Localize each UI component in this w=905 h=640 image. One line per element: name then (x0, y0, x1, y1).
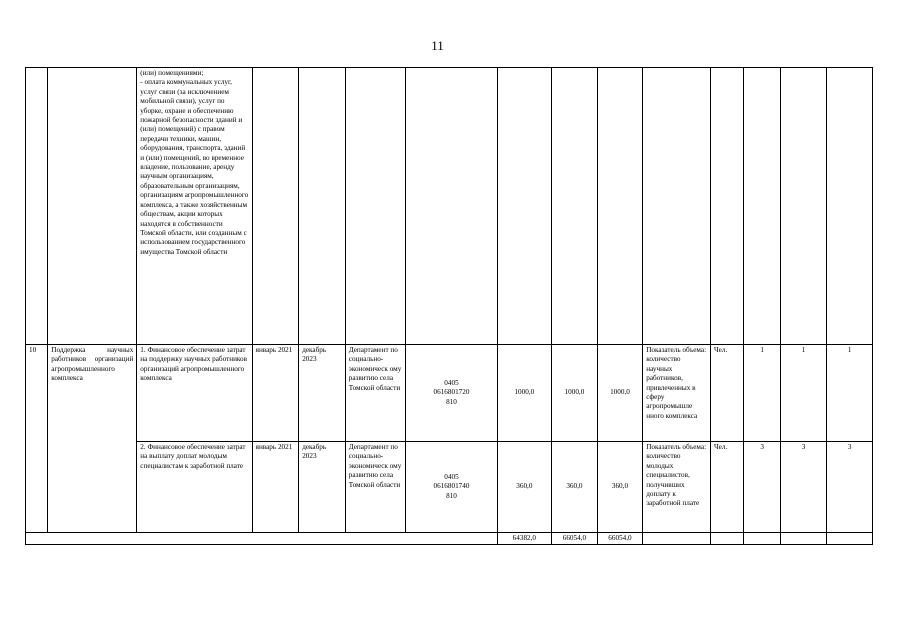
cell-indicator (643, 68, 711, 345)
start-date-1: январь 2021 (252, 345, 299, 442)
unit-1: Чел. (711, 345, 744, 442)
row-number: 10 (26, 345, 48, 533)
cell-activity: (или) помещениями; - оплата коммунальных услуг, услуг связи (за исключением мобильной связи), услуг по уборке, охране и обеспечению пожарной безопасности зданий и (или) помещений) с правом передачи техники, машин, оборудования, транспорта, зданий и (или) помещений, во временное владение, пользование, аренду научным организациям, образовательным организациям, организациям агропромышленного комплекса, а также хозяйственным обществам, акции которых находятся в собственности Томской области, или созданным с использованием государственного имущества Томской области (137, 68, 252, 345)
cell-unit (711, 68, 744, 345)
funding-year1-1: 1000,0 (497, 345, 552, 442)
value1-2: 3 (744, 442, 780, 533)
totals-indicator (643, 533, 711, 545)
cell-value2 (780, 68, 827, 345)
cell-end (299, 68, 346, 345)
cell-value1 (744, 68, 780, 345)
activity-1: 1. Финансовое обеспечение затрат на поддержку научных работников организаций агропромышленного комплекса (137, 345, 252, 442)
end-date-2: декабрь 2023 (299, 442, 346, 533)
unit-2: Чел. (711, 442, 744, 533)
funding-year2-1: 1000,0 (552, 345, 598, 442)
value3-2: 3 (827, 442, 873, 533)
table-row-totals (26, 533, 873, 545)
activity-2: 2. Финансовое обеспечение затрат на выплату доплат молодым специалистам к заработной плате (137, 442, 252, 533)
program-table (25, 67, 873, 545)
cell-year2 (552, 68, 598, 345)
cell-value3 (827, 68, 873, 345)
table-row-10-sub1 (26, 345, 873, 442)
page-number: 11 (431, 38, 444, 53)
cell-num (26, 68, 48, 345)
totals-value2 (780, 533, 827, 545)
totals-label-cell (26, 533, 498, 545)
table-row-continuation (26, 68, 873, 345)
totals-value1 (744, 533, 780, 545)
budget-code-1: 0405 0616801720 810 (406, 345, 497, 442)
cell-title (48, 68, 137, 345)
cell-executor (345, 68, 406, 345)
value2-1: 1 (780, 345, 827, 442)
cell-start (252, 68, 299, 345)
executor-2: Департамент по социально-экономическ ому развитию села Томской области (345, 442, 406, 533)
funding-year3-1: 1000,0 (597, 345, 643, 442)
funding-year2-2: 360,0 (552, 442, 598, 533)
executor-1: Департамент по социально-экономическ ому развитию села Томской области (345, 345, 406, 442)
start-date-2: январь 2021 (252, 442, 299, 533)
indicator-1: Показатель объема: количество научных работников, привлеченных в сферу агропромышле нного комплекса (643, 345, 711, 442)
end-date-1: декабрь 2023 (299, 345, 346, 442)
indicator-2: Показатель объема: количество молодых специалистов, получивших доплату к заработной плате (643, 442, 711, 533)
row-title: Поддержка научных работников организаций агропромышленного комплекса (48, 345, 137, 533)
total-year3: 66054,0 (597, 533, 643, 545)
total-year2: 66054,0 (552, 533, 598, 545)
table-row-10-sub2 (26, 442, 873, 533)
cell-code (406, 68, 497, 345)
cell-year3 (597, 68, 643, 345)
funding-year3-2: 360,0 (597, 442, 643, 533)
totals-value3 (827, 533, 873, 545)
value1-1: 1 (744, 345, 780, 442)
cell-year1 (497, 68, 552, 345)
value3-1: 1 (827, 345, 873, 442)
budget-code-2: 0405 0616801740 810 (406, 442, 497, 533)
total-year1: 64382,0 (497, 533, 552, 545)
totals-unit (711, 533, 744, 545)
funding-year1-2: 360,0 (497, 442, 552, 533)
value2-2: 3 (780, 442, 827, 533)
